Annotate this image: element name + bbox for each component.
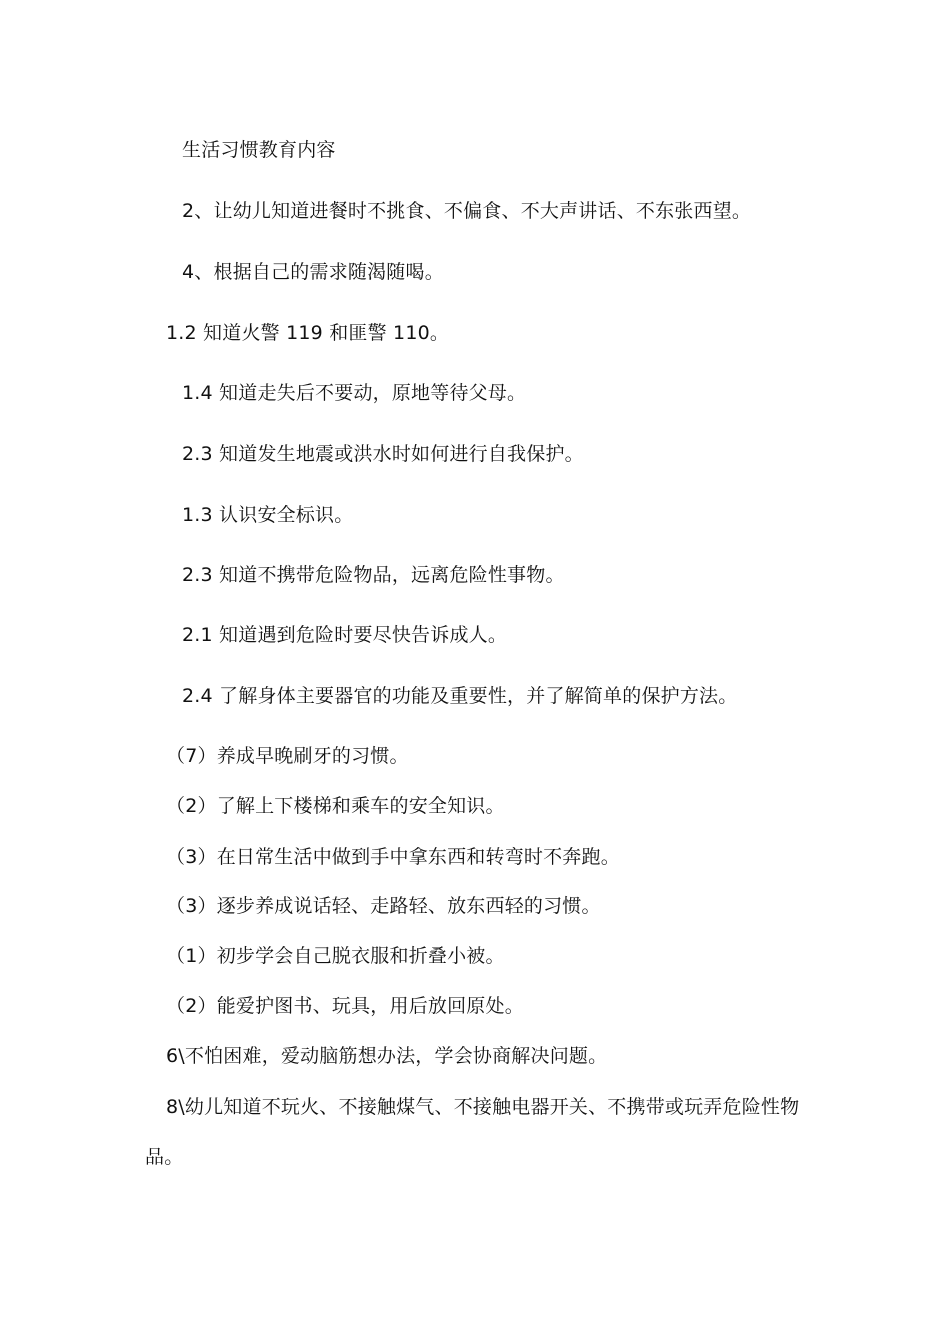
paragraph-line: （1）初步学会自己脱衣服和折叠小被。 <box>166 945 505 967</box>
paragraph-line: 6\不怕困难，爱动脑筋想办法，学会协商解决问题。 <box>166 1045 608 1067</box>
paragraph-line: 1.2 知道火警 119 和匪警 110。 <box>166 322 450 344</box>
paragraph-line: （3）在日常生活中做到手中拿东西和转弯时不奔跑。 <box>166 846 620 868</box>
paragraph-line: （2）能爱护图书、玩具，用后放回原处。 <box>166 995 524 1017</box>
section-heading: 生活习惯教育内容 <box>182 139 336 161</box>
paragraph-line: 2.3 知道不携带危险物品，远离危险性事物。 <box>182 564 565 586</box>
paragraph-line: 1.3 认识安全标识。 <box>182 504 354 526</box>
paragraph-line: （2）了解上下楼梯和乘车的安全知识。 <box>166 795 505 817</box>
paragraph-line: （7）养成早晚刷牙的习惯。 <box>166 745 409 767</box>
paragraph-line: 2.4 了解身体主要器官的功能及重要性，并了解简单的保护方法。 <box>182 685 738 707</box>
paragraph-line: 2.3 知道发生地震或洪水时如何进行自我保护。 <box>182 443 584 465</box>
paragraph-line: 4、根据自己的需求随渴随喝。 <box>182 261 444 283</box>
paragraph-line: 2.1 知道遇到危险时要尽快告诉成人。 <box>182 624 508 646</box>
paragraph-line-continuation: 品。 <box>145 1146 184 1168</box>
paragraph-line: 2、让幼儿知道进餐时不挑食、不偏食、不大声讲话、不东张西望。 <box>182 200 752 222</box>
paragraph-line: （3）逐步养成说话轻、走路轻、放东西轻的习惯。 <box>166 895 601 917</box>
paragraph-line: 1.4 知道走失后不要动，原地等待父母。 <box>182 382 527 404</box>
paragraph-line: 8\幼儿知道不玩火、不接触煤气、不接触电器开关、不携带或玩弄危险性物 <box>166 1096 800 1118</box>
